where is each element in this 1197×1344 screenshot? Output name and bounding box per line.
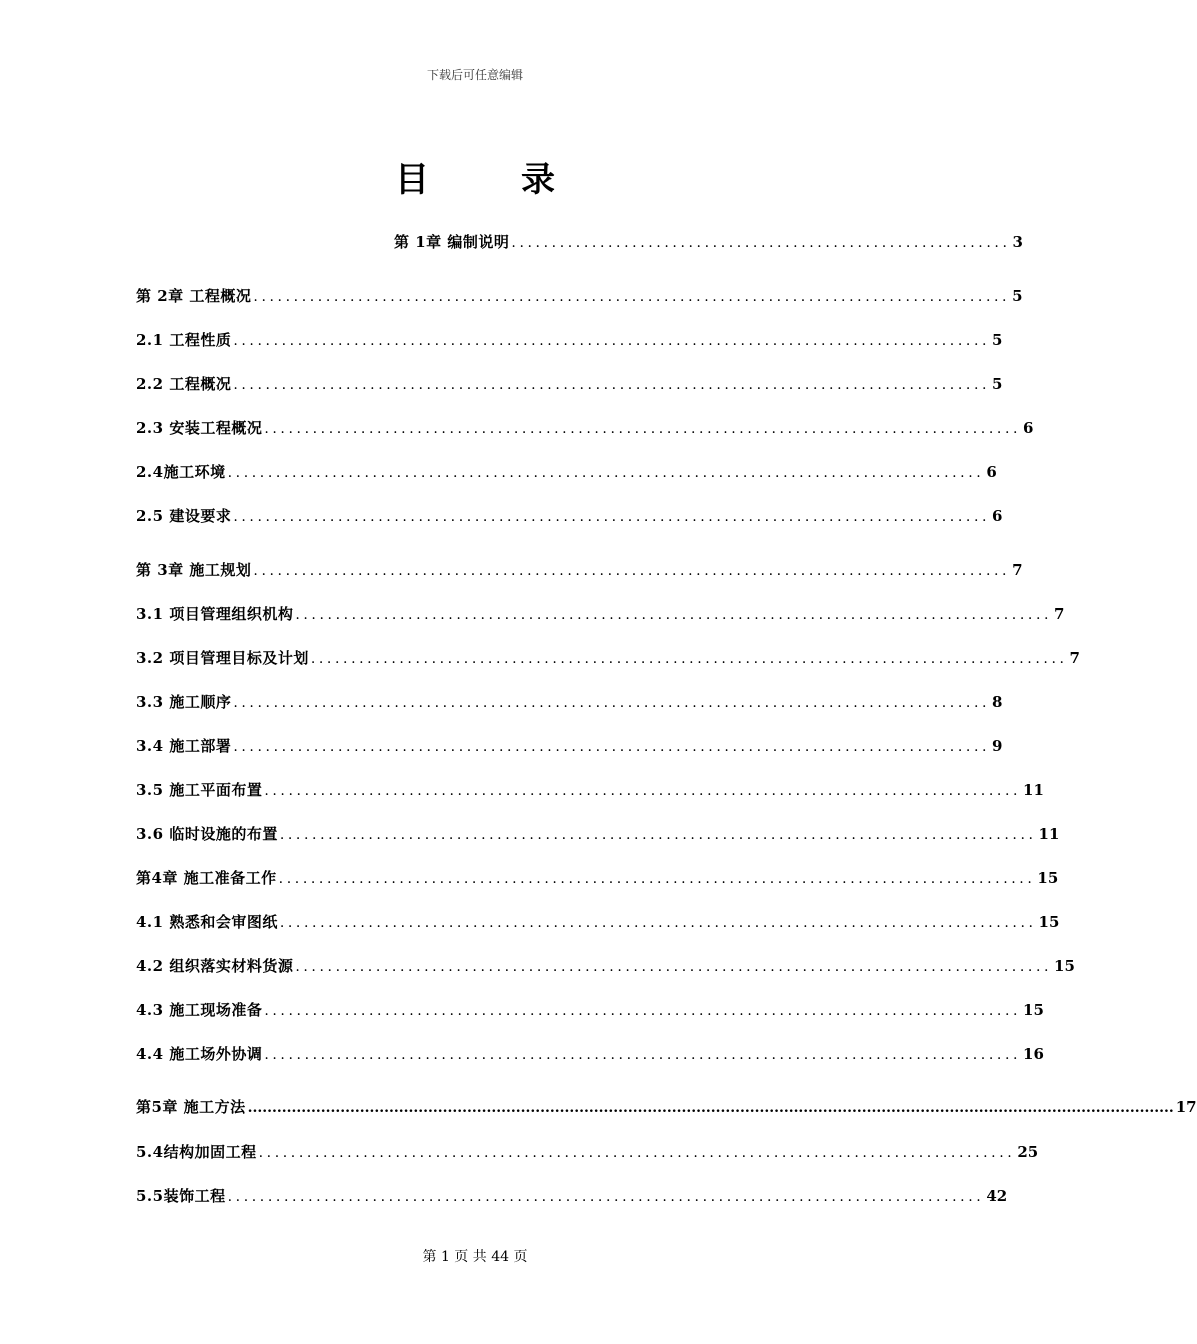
toc-leader: .............................................................................................. [253,563,1011,579]
toc-leader: .............................................................................................. [295,959,1053,975]
page-footer: 第 1 页 共 44 页 [422,1249,528,1265]
toc-leader: .............................................................................................. [279,827,1037,843]
toc-entry[interactable] [136,955,1075,977]
toc-leader: .............................................................................................. [227,465,985,481]
header-note: 下载后可任意编辑 [426,68,523,82]
toc-leader: .............................................................................................. [233,695,991,711]
toc-entry[interactable] [136,1096,1197,1118]
toc-entry-label: 第 3章 施工规划 [136,561,252,579]
toc-leader: .............................................................................................. [253,289,1011,305]
toc-leader: .............................................................................................. [310,651,1068,667]
toc-entry-label: 4.3 施工现场准备 [136,1001,263,1019]
toc-entry-label: 3.4 施工部署 [136,737,232,755]
toc-entry-page: 3 [1012,233,1023,251]
toc-entry-page: 15 [1054,957,1075,975]
toc-entry-page: 6 [986,463,997,481]
toc-entry-page: 6 [1023,419,1034,437]
toc-entry-page: 15 [1023,1001,1044,1019]
toc-entry[interactable] [136,999,1044,1021]
toc-entry-label: 第4章 施工准备工作 [136,869,277,887]
toc-entry-label: 2.3 安装工程概况 [136,419,263,437]
toc-entry-page: 5 [1012,287,1023,305]
toc-entry[interactable] [136,285,1023,307]
toc-entry[interactable] [136,823,1060,845]
toc-entry-page: 9 [992,737,1003,755]
toc-leader: .............................................................................................................................................................................................. [247,1100,1174,1116]
toc-leader: .............................................................................................. [295,607,1053,623]
toc-leader: .............................................................................................. [278,871,1036,887]
toc-leader: .............................................................................................. [264,421,1022,437]
toc-entry-page: 5 [992,331,1003,349]
toc-entry-page: 25 [1017,1143,1039,1161]
toc-entry[interactable] [136,1185,1008,1207]
toc-entry[interactable] [136,329,1003,351]
toc-leader: .............................................................................................. [233,739,991,755]
toc-entry-label: 第 1章 编制说明 [394,233,510,251]
toc-entry[interactable] [136,867,1059,889]
toc-entry[interactable] [136,779,1044,801]
toc-entry-label: 3.3 施工顺序 [136,693,232,711]
title-char-1: 目 [395,160,429,200]
toc-leader: .............................................................................................. [264,1047,1022,1063]
toc-entry-page: 15 [1038,913,1060,931]
toc-entry[interactable] [136,505,1003,527]
toc-entry-label: 2.4施工环境 [136,463,226,481]
toc-entry[interactable] [136,691,1003,713]
toc-entry-label: 第5章 施工方法 [136,1098,246,1116]
toc-entry-label: 5.5装饰工程 [136,1187,226,1205]
toc-entry-label: 2.2 工程概况 [136,375,232,393]
toc-entry-page: 11 [1023,781,1044,799]
toc-entry[interactable] [136,417,1034,439]
toc-entry-label: 4.4 施工场外协调 [136,1045,263,1063]
toc-entry-page: 11 [1038,825,1060,843]
toc-entry[interactable] [136,647,1080,669]
toc-entry[interactable] [394,231,1023,253]
toc-entry-page: 17 [1175,1098,1197,1116]
toc-entry-page: 5 [992,375,1003,393]
toc-leader: .............................................................................................. [227,1189,985,1205]
toc-entry-page: 16 [1023,1045,1044,1063]
toc-entry-page: 7 [1054,605,1065,623]
toc-leader: .............................................................................................. [264,783,1022,799]
toc-entry-label: 4.1 熟悉和会审图纸 [136,913,278,931]
toc-leader: .............................................................................................. [233,377,991,393]
toc-leader: .............................................................................................. [233,333,991,349]
toc-entry-label: 2.1 工程性质 [136,331,232,349]
toc-entry-label: 3.2 项目管理目标及计划 [136,649,309,667]
toc-leader: .............................................................................................. [264,1003,1022,1019]
toc-entry[interactable] [136,559,1023,581]
toc-entry[interactable] [136,603,1065,625]
toc-leader: .............................................................................................. [279,915,1037,931]
toc-entry[interactable] [136,461,997,483]
toc-entry[interactable] [136,373,1003,395]
toc-entry[interactable] [136,735,1003,757]
toc-entry-page: 8 [992,693,1003,711]
toc-entry-page: 7 [1069,649,1080,667]
toc-entry-label: 第 2章 工程概况 [136,287,252,305]
toc-entry-label: 5.4结构加固工程 [136,1143,257,1161]
toc-entry-label: 3.5 施工平面布置 [136,781,263,799]
toc-leader: .............................................................. [511,235,1011,251]
toc-entry-page: 15 [1037,869,1059,887]
toc-entry-page: 7 [1012,561,1023,579]
toc-entry-label: 4.2 组织落实材料货源 [136,957,294,975]
toc-entry[interactable] [136,911,1060,933]
toc-leader: .............................................................................................. [258,1145,1016,1161]
toc-leader: .............................................................................................. [233,509,991,525]
toc-entry-label: 3.1 项目管理组织机构 [136,605,294,623]
toc-entry[interactable] [136,1141,1039,1163]
toc-entry-label: 3.6 临时设施的布置 [136,825,278,843]
toc-entry[interactable] [136,1043,1044,1065]
toc-entry-label: 2.5 建设要求 [136,507,232,525]
toc-entry-page: 6 [992,507,1003,525]
title-char-2: 录 [521,160,555,200]
toc-entry-page: 42 [986,1187,1008,1205]
